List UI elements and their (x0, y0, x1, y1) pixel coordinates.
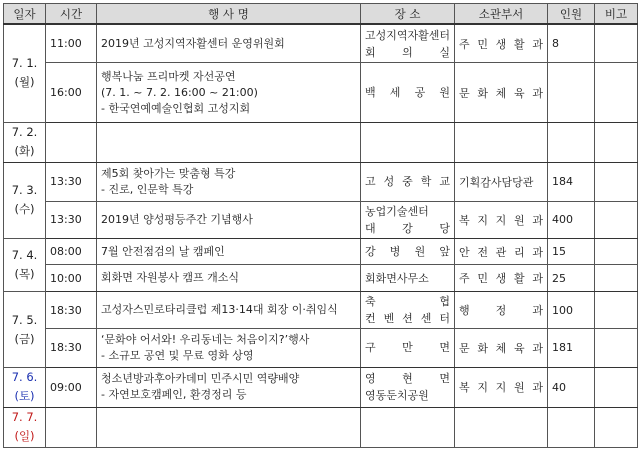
count-cell (548, 407, 595, 447)
time-cell: 10:00 (46, 265, 97, 292)
header-event: 행 사 명 (97, 4, 361, 25)
note-cell (595, 201, 638, 238)
dept-text: 복 지 지 원 과 (459, 213, 543, 227)
dept-text: 행 정 과 (459, 304, 543, 318)
place-line: 고성지역자활센터 (365, 28, 451, 42)
table-row (4, 162, 638, 201)
table-row (4, 265, 638, 292)
place-cell (361, 328, 455, 367)
event-line: 회화면 자원봉사 캠프 개소식 (101, 271, 240, 285)
place-line: 강 병 원 앞 (365, 245, 450, 259)
table-row (4, 407, 638, 447)
dept-cell (455, 24, 548, 63)
dept-cell (455, 201, 548, 238)
place-line: 대 강 당 (365, 221, 450, 235)
note-cell (595, 122, 638, 162)
date-text: 7. 1. (11, 56, 38, 71)
place-cell (361, 122, 455, 162)
dept-text: 주 민 생 활 과 (459, 37, 543, 51)
date-cell (4, 24, 46, 122)
table-row (4, 122, 638, 162)
count-cell: 181 (548, 328, 595, 367)
weekday-text: (월) (14, 75, 35, 90)
time-cell: 16:00 (46, 63, 97, 122)
note-cell (595, 292, 638, 329)
note-cell (595, 407, 638, 447)
count-cell: 15 (548, 238, 595, 265)
event-cell (97, 63, 361, 122)
event-line: 청소년방과후아카데미 민주시민 역량배양 (101, 372, 300, 386)
event-cell (97, 24, 361, 63)
place-line: 회화면사무소 (365, 271, 429, 285)
date-cell (4, 407, 46, 447)
event-cell (97, 122, 361, 162)
event-line: 제5회 찾아가는 맞춤형 특강 (101, 166, 236, 180)
date-text: 7. 3. (11, 183, 38, 198)
time-cell (46, 122, 97, 162)
dept-text: 주 민 생 활 과 (459, 272, 543, 286)
date-cell (4, 162, 46, 238)
event-line: 2019년 양성평등주간 기념행사 (101, 212, 253, 226)
count-cell: 8 (548, 24, 595, 63)
dept-cell (455, 162, 548, 201)
place-cell (361, 367, 455, 407)
place-line: 축 협 (365, 295, 450, 309)
time-cell: 13:30 (46, 162, 97, 201)
place-cell (361, 238, 455, 265)
header-note: 비고 (595, 4, 638, 25)
dept-cell (455, 122, 548, 162)
event-line: - 진로, 인문학 특강 (101, 182, 194, 196)
event-cell (97, 265, 361, 292)
event-cell (97, 292, 361, 329)
weekday-text: (수) (14, 202, 35, 217)
date-cell (4, 292, 46, 368)
table-row (4, 201, 638, 238)
place-line: 농업기술센터 (365, 204, 429, 218)
place-cell (361, 63, 455, 122)
time-cell: 18:30 (46, 328, 97, 367)
event-line: - 자연보호캠페인, 환경정리 등 (101, 388, 247, 402)
place-line: 고 성 중 학 교 (365, 175, 450, 189)
time-cell: 09:00 (46, 367, 97, 407)
event-line: 7월 안전점검의 날 캠페인 (101, 244, 225, 258)
dept-cell (455, 63, 548, 122)
place-line: 백 세 공 원 (365, 86, 450, 100)
dept-cell (455, 238, 548, 265)
dept-cell (455, 328, 548, 367)
table-row (4, 367, 638, 407)
event-cell (97, 328, 361, 367)
dept-text: 안 전 관 리 과 (459, 245, 543, 259)
count-cell: 25 (548, 265, 595, 292)
note-cell (595, 328, 638, 367)
event-line: ‘문화야 어서와! 우리동네는 처음이지?’행사 (101, 332, 310, 346)
header-row (4, 4, 638, 25)
time-cell (46, 407, 97, 447)
count-cell (548, 122, 595, 162)
schedule-table (3, 3, 638, 448)
dept-text: 기획감사담당관 (459, 175, 534, 189)
event-cell (97, 238, 361, 265)
event-line: 고성자스민로타리클럽 제13·14대 회장 이·취임식 (101, 303, 338, 317)
weekday-text: (목) (14, 266, 35, 281)
event-cell (97, 367, 361, 407)
weekday-text: (토) (14, 389, 35, 404)
event-line: - 한국연예예술인협회 고성지회 (101, 101, 251, 115)
time-cell: 18:30 (46, 292, 97, 329)
date-text: 7. 2. (11, 125, 38, 140)
header-time: 시간 (46, 4, 97, 25)
event-cell (97, 162, 361, 201)
place-cell (361, 24, 455, 63)
header-place: 장 소 (361, 4, 455, 25)
table-row (4, 328, 638, 367)
note-cell (595, 162, 638, 201)
event-line: (7. 1. ~ 7. 2. 16:00 ~ 21:00) (101, 85, 258, 99)
weekday-text: (화) (14, 144, 35, 159)
note-cell (595, 63, 638, 122)
time-cell: 08:00 (46, 238, 97, 265)
note-cell (595, 238, 638, 265)
place-cell (361, 292, 455, 329)
weekday-text: (금) (14, 331, 35, 346)
dept-cell (455, 265, 548, 292)
event-cell (97, 407, 361, 447)
date-text: 7. 6. (11, 370, 38, 385)
table-row (4, 238, 638, 265)
date-text: 7. 4. (11, 247, 38, 262)
event-line: 행복나눔 프리마켓 자선공연 (101, 69, 236, 83)
count-cell (548, 63, 595, 122)
date-text: 7. 7. (11, 410, 38, 425)
table-row (4, 292, 638, 329)
table-row (4, 63, 638, 122)
count-cell: 184 (548, 162, 595, 201)
count-cell: 40 (548, 367, 595, 407)
event-cell (97, 201, 361, 238)
event-line: - 소규모 공연 및 무료 영화 상영 (101, 348, 254, 362)
place-line: 회 의 실 (365, 45, 450, 59)
header-date: 일자 (4, 4, 46, 25)
time-cell: 11:00 (46, 24, 97, 63)
header-dept: 소관부서 (455, 4, 548, 25)
dept-text: 복 지 지 원 과 (459, 381, 543, 395)
dept-cell (455, 292, 548, 329)
place-cell (361, 265, 455, 292)
date-text: 7. 5. (11, 312, 38, 327)
header-count: 인원 (548, 4, 595, 25)
dept-cell (455, 367, 548, 407)
place-line: 구 만 면 (365, 341, 450, 355)
date-cell (4, 238, 46, 291)
place-line: 영 현 면 (365, 372, 450, 386)
time-cell: 13:30 (46, 201, 97, 238)
note-cell (595, 24, 638, 63)
date-cell (4, 367, 46, 407)
count-cell: 400 (548, 201, 595, 238)
count-cell: 100 (548, 292, 595, 329)
dept-text: 문 화 체 육 과 (459, 86, 543, 100)
table-row (4, 24, 638, 63)
place-cell (361, 407, 455, 447)
weekday-text: (일) (14, 429, 35, 444)
note-cell (595, 367, 638, 407)
place-line: 영동둔치공원 (365, 389, 429, 403)
event-line: 2019년 고성지역자활센터 운영위원회 (101, 36, 285, 50)
place-cell (361, 162, 455, 201)
place-cell (361, 201, 455, 238)
dept-cell (455, 407, 548, 447)
date-cell (4, 122, 46, 162)
note-cell (595, 265, 638, 292)
dept-text: 문 화 체 육 과 (459, 341, 543, 355)
place-line: 컨 벤 션 센 터 (365, 312, 450, 326)
